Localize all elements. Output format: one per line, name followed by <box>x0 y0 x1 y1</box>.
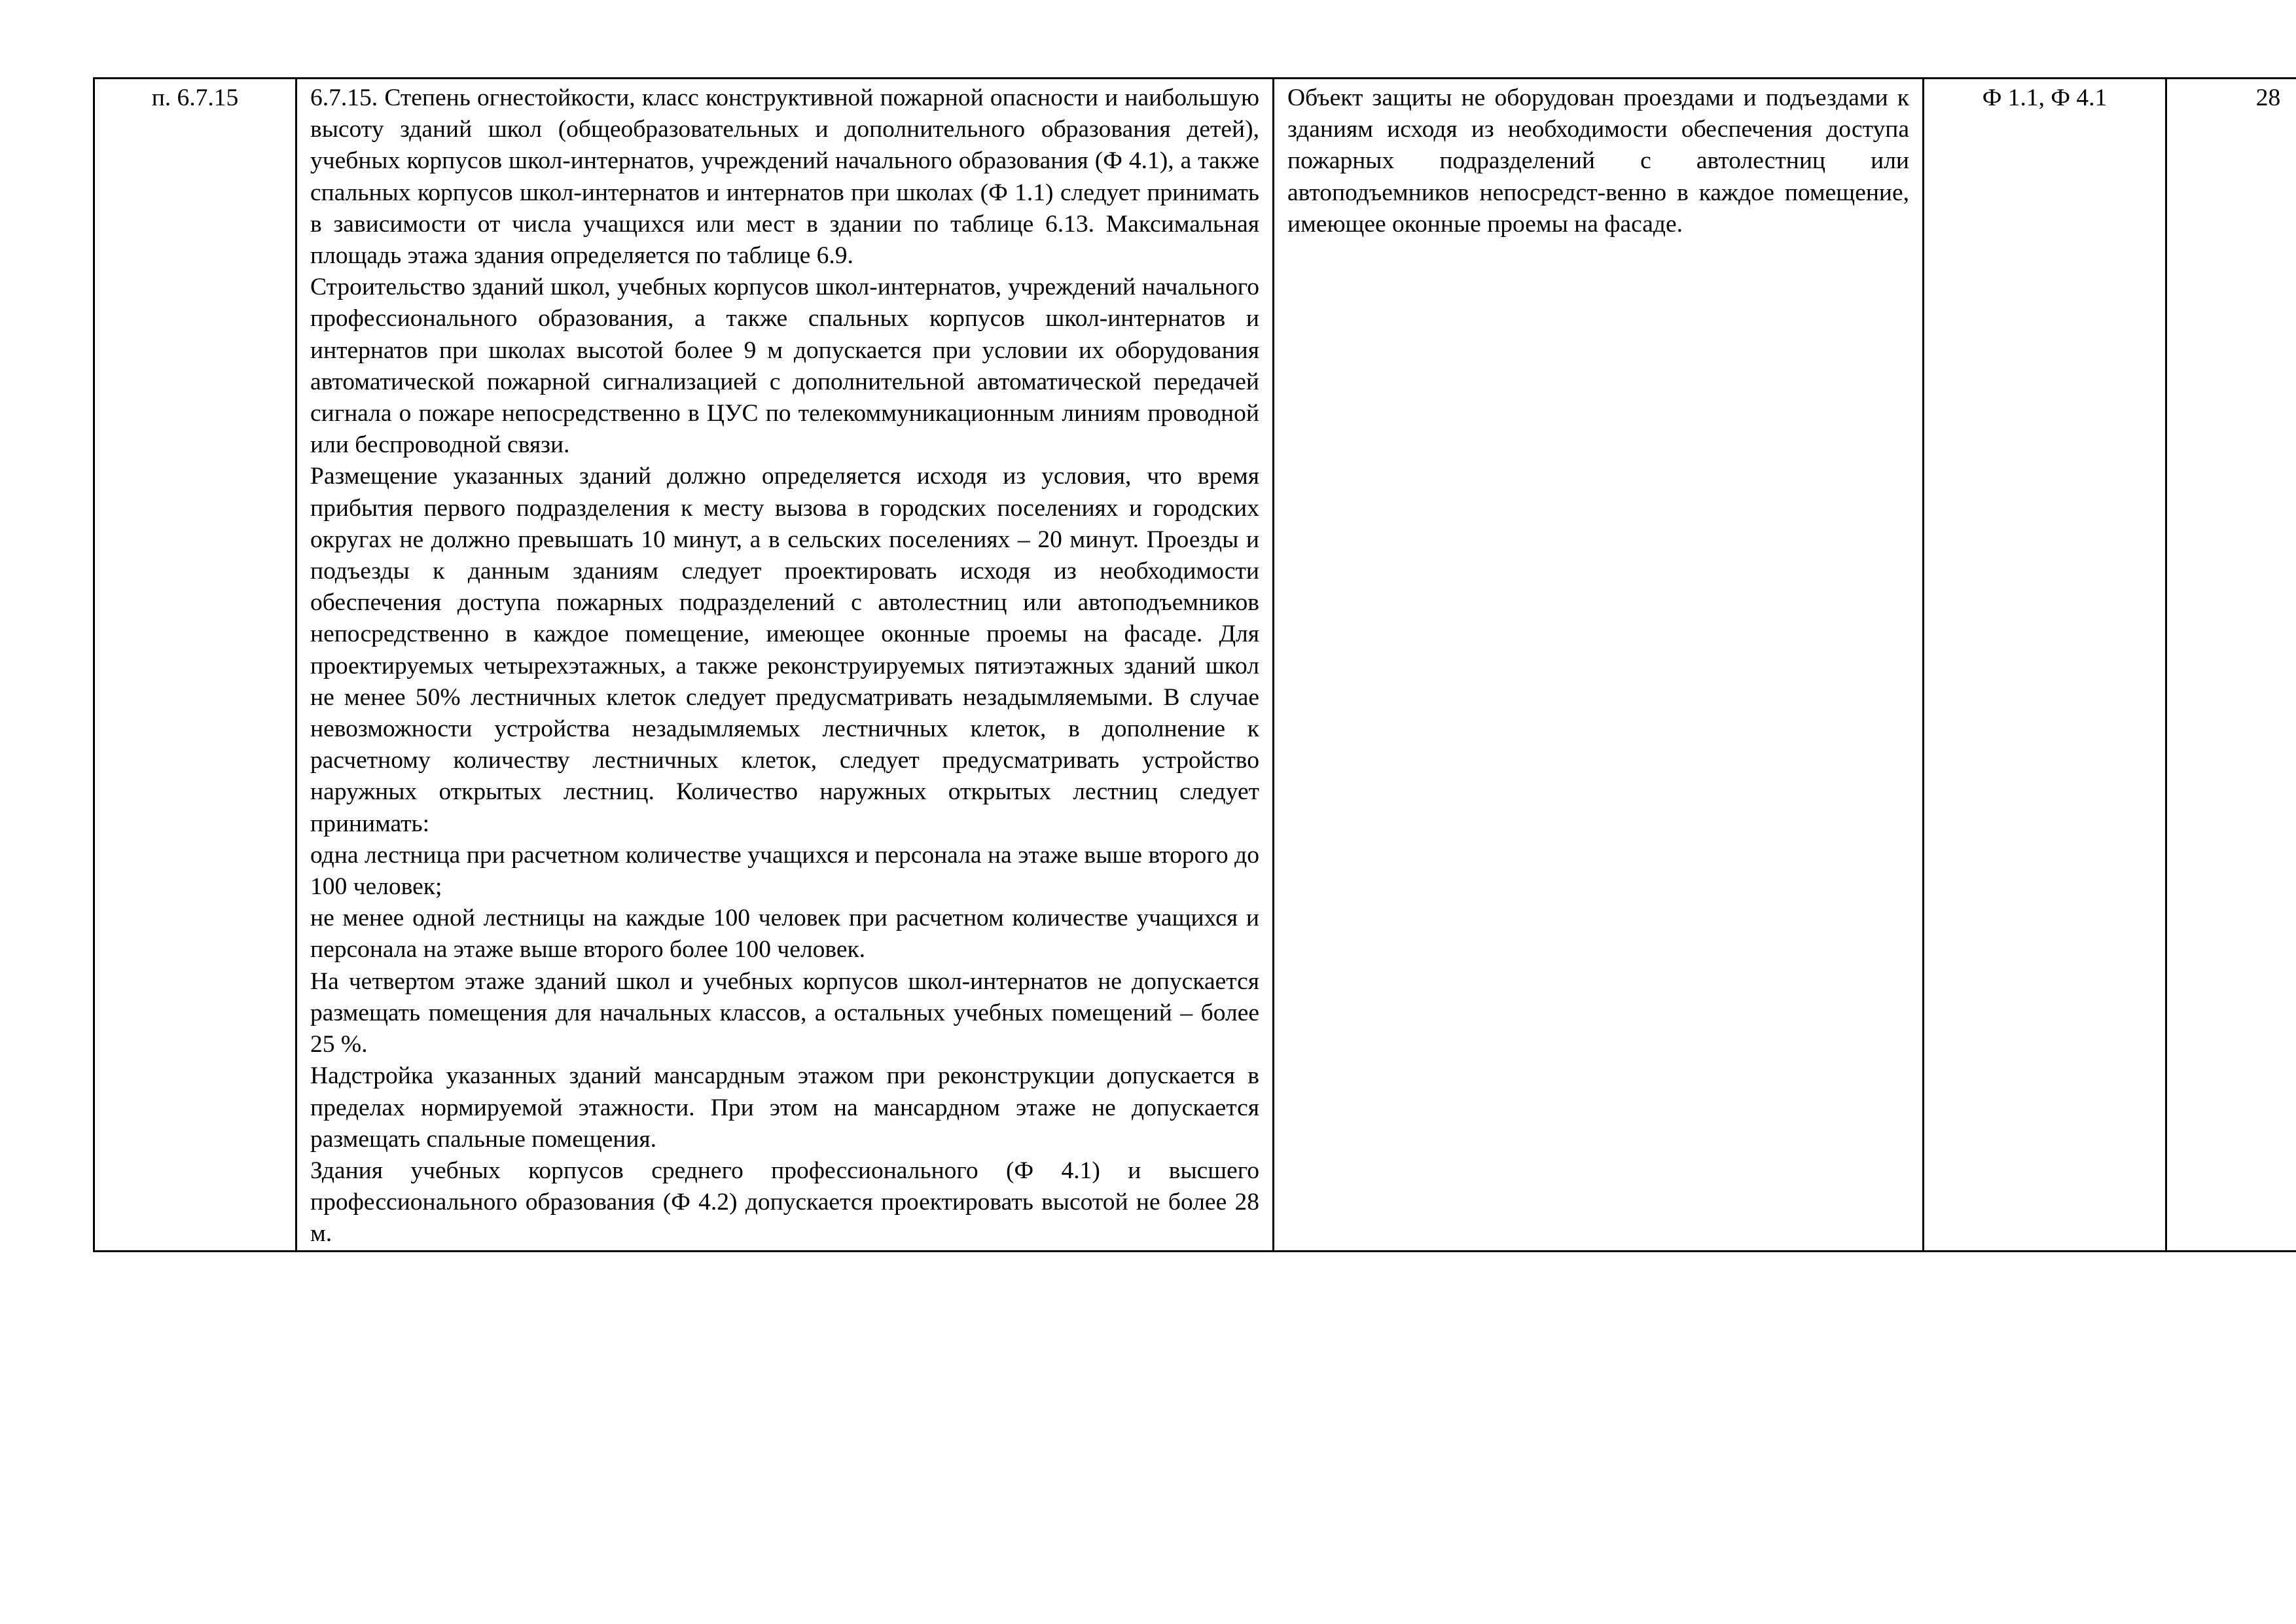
requirement-paragraph: Строительство зданий школ, учебных корпусов школ-интернатов, учреждений начального профессионального образования, а также спальных корпусов школ-интернатов и интернатов при школах высотой более 9 м допускается при условии их оборудования автоматической пожарной сигнализацией с дополнительной автоматической передачей сигнала о пожаре непосредственно в ЦУС по телекоммуникационным линиям проводной или беспроводной связи. <box>310 274 1259 459</box>
requirement-paragraph: не менее одной лестницы на каждые 100 человек при расчетном количестве учащихся и персонала на этаже выше второго более 100 человек. <box>310 905 1259 964</box>
inspection-table <box>93 77 2296 1252</box>
requirement-paragraph: Надстройка указанных зданий мансардным этажом при реконструкции допускается в пределах нормируемой этажности. При этом на мансардном этаже не допускается размещать спальные помещения. <box>310 1062 1259 1153</box>
requirement-cell <box>296 79 1274 1252</box>
violation-cell: Объект защиты не оборудован проездами и подъездами к зданиям исходя из необходимости обеспечения доступа пожарных подразделений с автолестниц или автоподъемников непосредст-венно в каждое помещение, имеющее оконные проемы на фасаде. <box>1274 79 1924 1252</box>
requirement-paragraph: Здания учебных корпусов среднего профессионального (Ф 4.1) и высшего профессионального образования (Ф 4.2) допускается проектировать высотой не более 28 м. <box>310 1157 1259 1248</box>
requirement-paragraph: одна лестница при расчетном количестве учащихся и персонала на этаже выше второго до 100 человек; <box>310 841 1259 901</box>
table-row <box>94 79 2296 1252</box>
requirement-paragraph: 6.7.15. Степень огнестойкости, класс конструктивной пожарной опасности и наибольшую высоту зданий школ (общеобразовательных и дополнительного образования детей), учебных корпусов школ-интернатов, учреждений начального образования (Ф 4.1), а также спальных корпусов школ-интернатов и интернатов при школах (Ф 1.1) следует принимать в зависимости от числа учащихся или мест в здании по таблице 6.13. Максимальная площадь этажа здания определяется по таблице 6.9. <box>310 84 1259 270</box>
number-cell: 28 <box>2166 79 2296 1252</box>
requirement-paragraph: На четвертом этаже зданий школ и учебных корпусов школ-интернатов не допускается размещать помещения для начальных классов, а остальных учебных помещений – более 25 %. <box>310 967 1259 1058</box>
requirement-paragraph: Размещение указанных зданий должно определяется исходя из условия, что время прибытия первого подразделения к месту вызова в городских поселениях и городских округах не должно превышать 10 минут, а в сельских поселениях – 20 минут. Проезды и подъезды к данным зданиям следует проектировать исходя из необходимости обеспечения доступа пожарных подразделений с автолестниц или автоподъемников непосредственно в каждое помещение, имеющее оконные проемы на фасаде. Для проектируемых четырехэтажных, а также реконструируемых пятиэтажных зданий школ не менее 50% лестничных клеток следует предусматривать незадымляемыми. В случае невозможности устройства незадымляемых лестничных клеток, в дополнение к расчетному количеству лестничных клеток, следует предусматривать устройство наружных открытых лестниц. Количество наружных открытых лестниц следует принимать: <box>310 463 1259 837</box>
clause-cell: п. 6.7.15 <box>94 79 296 1252</box>
class-cell: Ф 1.1, Ф 4.1 <box>1924 79 2166 1252</box>
